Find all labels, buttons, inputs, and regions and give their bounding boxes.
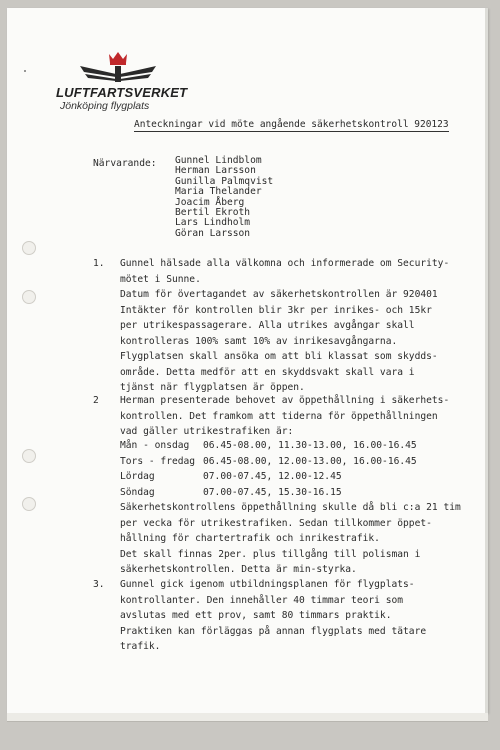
schedule-days: Söndag [120,486,155,498]
attendee: Gunilla Palmqvist [175,175,274,187]
section-2-followup [120,500,461,578]
attendee: Herman Larsson [175,165,256,177]
paragraph-line: Gunnel gick igenom utbildningsplanen för flygplats- [120,579,415,590]
paragraph-line: Datum för övertagandet av säkerhetskontrollen är 920401 [120,289,438,300]
section-number: 2 [93,395,99,406]
paragraph-line: Praktiken kan förläggas på annan flygplats med tätare [120,625,427,637]
paragraph-line: säkerhetskontrollen. Detta är min-styrka. [120,564,357,575]
attendance-label: Närvarande: [93,158,157,169]
schedule-times: 07.00-07.45, 12.00-12.45 [203,471,342,482]
schedule-times: 06.45-08.00, 12.00-13.00, 16.00-16.45 [203,455,417,467]
stray-mark [24,70,26,72]
schedule-row [120,454,417,470]
punch-hole [22,497,36,511]
schedule-times: 06.45-08.00, 11.30-13.00, 16.00-16.45 [203,440,417,451]
paragraph-line: vad gäller utrikestrafiken är: [120,426,294,437]
attendee: Gunnel Lindblom [175,155,262,166]
schedule-days: Mån - onsdag [120,440,190,451]
paragraph-line: tjänst när flygplatsen är öppen. [120,382,305,393]
paragraph-line: Flygplatsen skall ansöka om att bli klassat som skydds- [120,351,438,362]
paragraph-line: hållning för chartertrafik och inrikestrafik. [120,533,380,544]
attendance-list [175,156,273,239]
paragraph-line: kontrollanter. Den innehåller 40 timmar teori som [120,594,404,606]
paragraph-line: per vecka för utrikestrafiken. Sedan tillkommer öppet- [120,517,432,529]
paragraph-line: per utrikespassagerare. Alla utrikes avgångar skall [120,320,415,331]
section-2-text [120,393,449,440]
section-1-text [120,256,449,396]
paragraph-line: Säkerhetskontrollens öppethållning skulle då bli c:a 21 tim [120,502,461,513]
paragraph-line: Herman presenterade behovet av öppethållning i säkerhets- [120,395,450,406]
schedule-row [120,485,417,501]
paragraph-line: mötet i Sunne. [120,273,201,285]
punch-hole [22,449,36,463]
paragraph-line: kontrollen. Det framkom att tiderna för öppethållningen [120,410,438,422]
attendee: Göran Larsson [175,227,251,239]
page-stack-edge [7,713,488,722]
schedule-times: 07.00-07.45, 15.30-16.15 [203,486,342,498]
attendee: Maria Thelander [175,186,262,198]
schedule-days: Tors - fredag [120,455,196,467]
punch-hole [22,290,36,304]
paragraph-line: område. Detta medför att en skyddsvakt skall vara i [120,366,415,378]
schedule-days: Lördag [120,471,155,482]
attendee: Bertil Ekroth [175,207,251,219]
paragraph-line: Intäkter för kontrollen blir 3kr per inrikes- och 15kr [120,304,432,316]
section-number: 1. [93,258,105,269]
paragraph-line: Det skall finnas 2per. plus tillgång till polisman i [120,548,421,560]
attendee: Joacim Åberg [175,196,245,208]
paragraph-line: avslutas med ett prov, samt 80 timmars praktik. [120,610,392,621]
paragraph-line: kontrolleras 100% samt 10% av inrikesavgångarna. [120,335,398,347]
brand-name: LUFTFARTSVERKET [56,85,188,100]
paragraph-line: Gunnel hälsade alla välkomna och informerade om Security- [120,258,450,269]
paragraph-line: trafik. [120,641,161,652]
punch-hole [22,241,36,255]
schedule-row [120,438,417,454]
document-title: Anteckningar vid möte angående säkerhetskontroll 920123 [134,119,449,130]
section-number: 3. [93,579,105,590]
section-3-text [120,577,426,655]
opening-hours-table [120,438,417,500]
attendee: Lars Lindholm [175,217,251,229]
brand-location: Jönköping flygplats [60,100,150,112]
schedule-row [120,469,417,485]
